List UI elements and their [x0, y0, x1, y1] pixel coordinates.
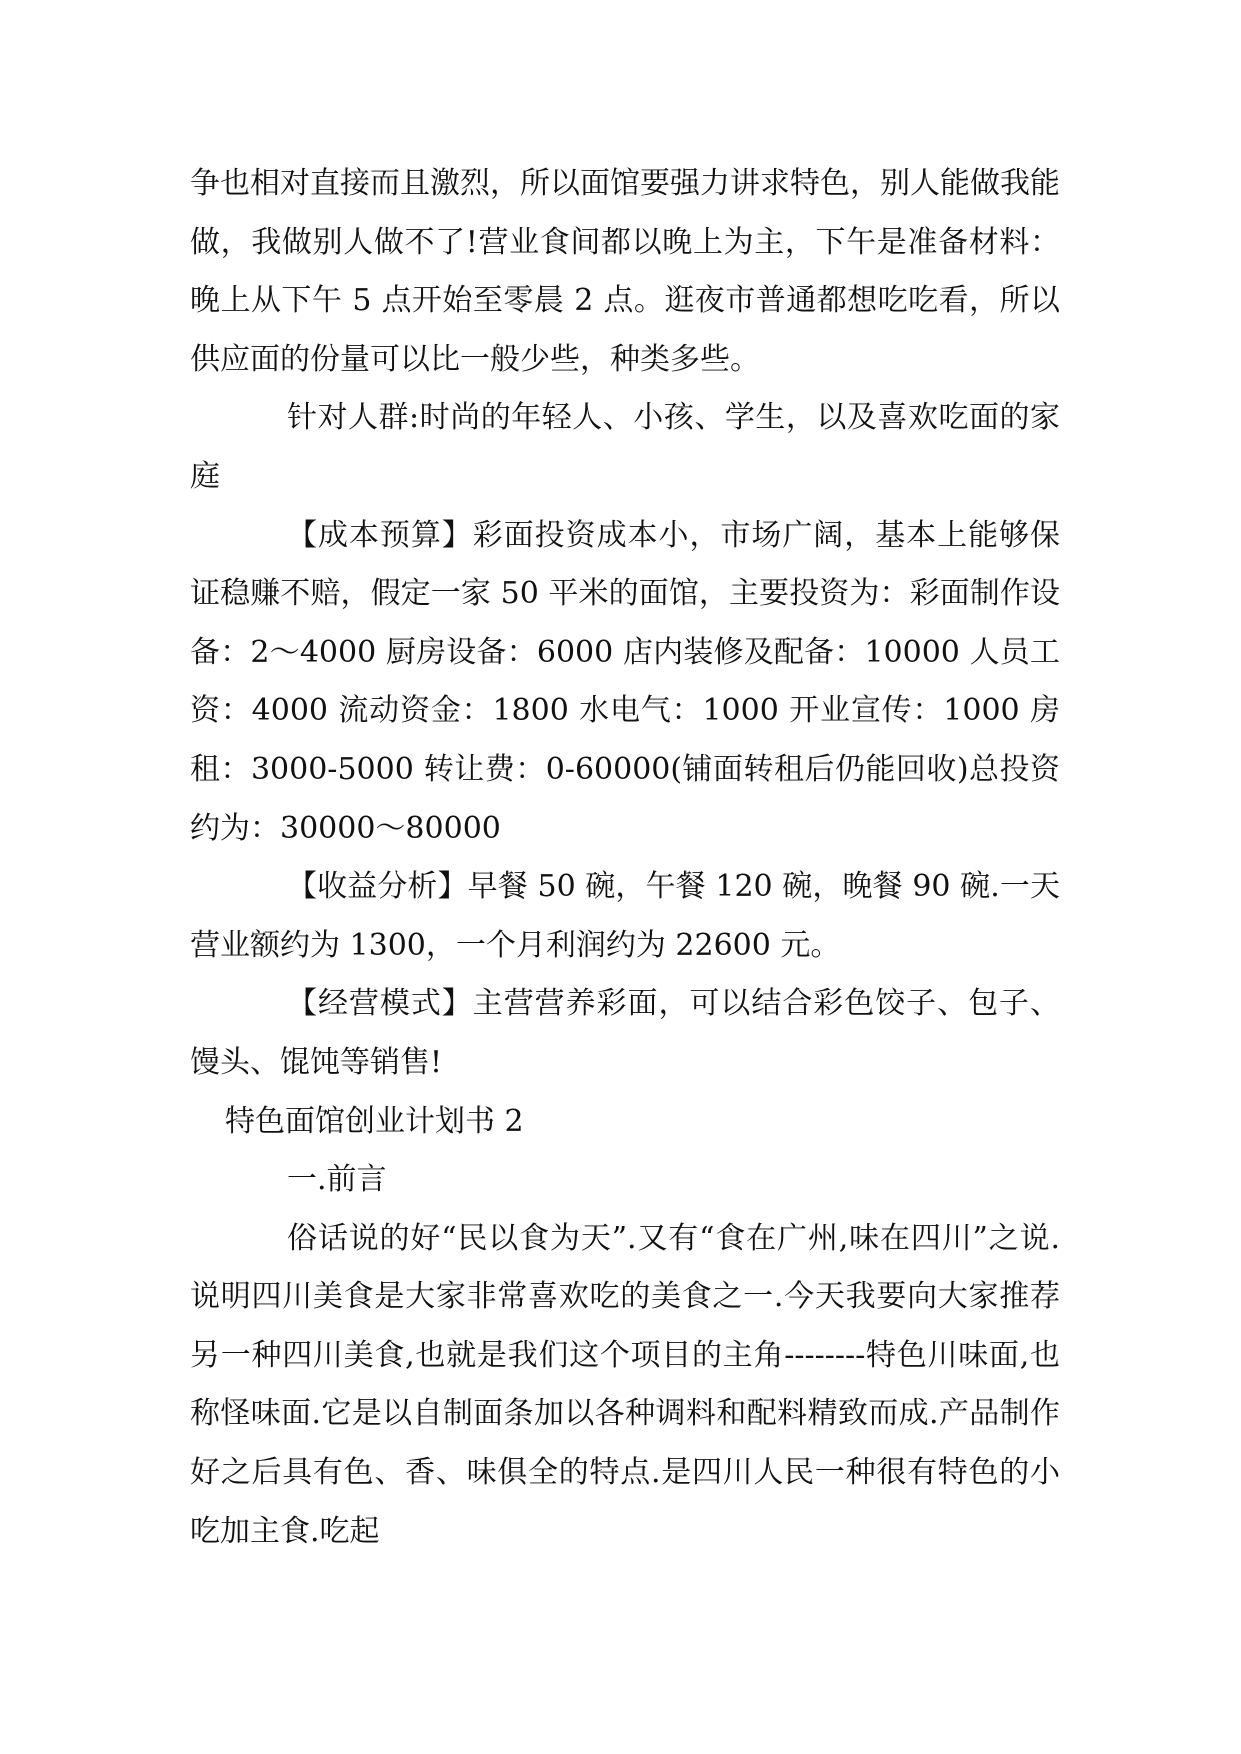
paragraph-business-model: 【经营模式】主营营养彩面，可以结合彩色饺子、包子、馒头、馄饨等销售! [190, 986, 1060, 1080]
section-title-plan-2: 特色面馆创业计划书 2 [225, 1103, 524, 1139]
paragraph-target-audience: 针对人群:时尚的年轻人、小孩、学生，以及喜欢吃面的家庭 [190, 400, 1060, 494]
paragraph-cost-budget: 【成本预算】彩面投资成本小，市场广阔，基本上能够保证稳赚不赔，假定一家 50 平米的面馆，主要投资为：彩面制作设备：2～4000 厨房设备：6000 店内装修及配备：10000 人员工资：4000 流动资金：1800 水电气：1000 开业宣传：1000 房租：3000-5000 转让费：0-60000(铺面转租后仍能回收)总投资约为：30000～80000 [190, 517, 1060, 846]
paragraph-revenue-analysis: 【收益分析】早餐 50 碗，午餐 120 碗，晚餐 90 碗.一天营业额约为 1300，一个月利润约为 22600 元。 [190, 869, 1060, 963]
paragraph-continued-competition: 争也相对直接而且激烈，所以面馆要强力讲求特色，别人能做我能做，我做别人做不了!营业食间都以晚上为主，下午是准备材料：晚上从下午 5 点开始至零晨 2 点。逛夜市普通都想吃吃看，所以供应面的份量可以比一般少些，种类多些。 [190, 166, 1060, 377]
section-heading-preface: 一.前言 [287, 1162, 387, 1198]
paragraph-preface-body: 俗话说的好“民以食为天”.又有“食在广州,味在四川”之说.说明四川美食是大家非常喜欢吃的美食之一.今天我要向大家推荐另一种四川美食,也就是我们这个项目的主角--------特色川味面,也称怪味面.它是以自制面条加以各种调料和配料精致而成.产品制作好之后具有色、香、味俱全的特点.是四川人民一种很有特色的小吃加主食.吃起 [190, 1220, 1060, 1549]
document-body [190, 155, 1060, 1561]
